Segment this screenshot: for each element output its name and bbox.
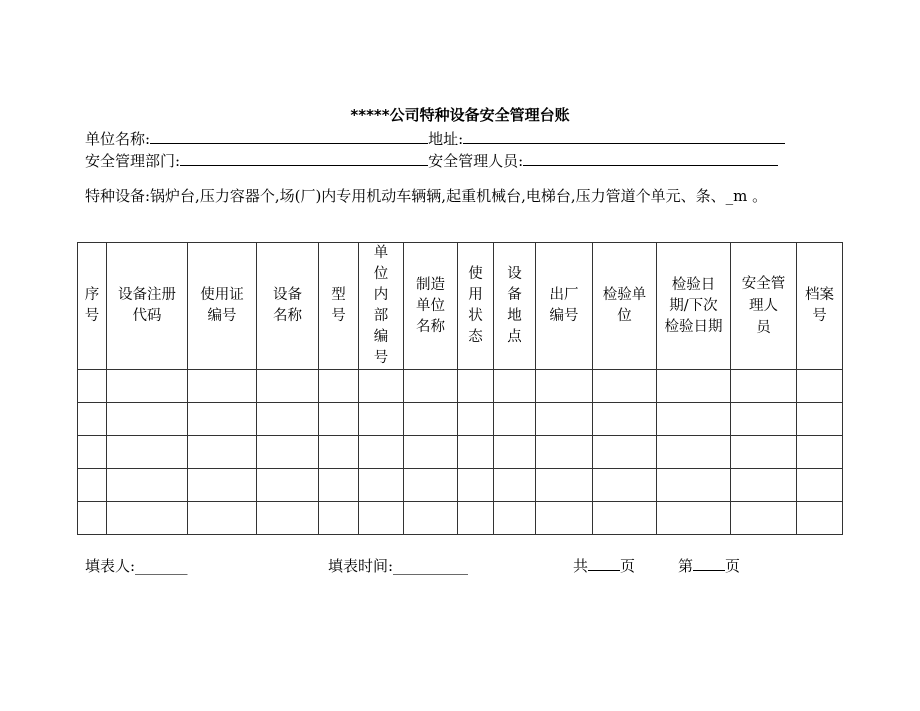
table-cell[interactable] [593,403,657,436]
address-label: 地址: [428,130,464,148]
equipment-summary: 特种设备:锅炉台,压力容器个,场(厂)内专用机动车辆辆,起重机械台,电梯台,压力管道个单元、条、_m 。 [85,187,768,205]
table-row [78,469,843,502]
table-cell[interactable] [404,370,458,403]
table-header-row [78,243,843,370]
table-row [78,502,843,535]
table-row [78,370,843,403]
table-cell[interactable] [188,469,257,502]
table-cell[interactable] [458,502,494,535]
table-cell[interactable] [731,502,797,535]
table-cell[interactable] [536,403,593,436]
col-header-model: 型号 [319,243,359,370]
table-cell[interactable] [458,469,494,502]
table-row [78,403,843,436]
page-number [678,555,740,576]
table-cell[interactable] [257,502,319,535]
table-cell[interactable] [257,370,319,403]
table-cell[interactable] [188,436,257,469]
table-cell[interactable] [536,502,593,535]
table-cell[interactable] [404,436,458,469]
col-header-internal-no: 单位内部编号 [359,243,404,370]
table-cell[interactable] [404,469,458,502]
table-cell[interactable] [536,370,593,403]
table-cell[interactable] [188,370,257,403]
table-cell[interactable] [797,469,843,502]
col-header-manufacturer: 制造单位名称 [404,243,458,370]
table-cell[interactable] [797,370,843,403]
table-cell[interactable] [404,403,458,436]
table-cell[interactable] [188,502,257,535]
table-cell[interactable] [657,436,731,469]
table-cell[interactable] [359,502,404,535]
total-pages-field[interactable] [588,556,620,571]
page-title: *****公司特种设备安全管理台账 [350,106,570,124]
table-cell[interactable] [404,502,458,535]
table-cell[interactable] [494,502,536,535]
col-header-safety-person: 安全管理人 员 [731,243,797,370]
table-cell[interactable] [797,403,843,436]
table-cell[interactable] [657,469,731,502]
col-header-cert-no: 使用证编号 [188,243,257,370]
table-cell[interactable] [78,469,107,502]
table-cell[interactable] [359,436,404,469]
dept-field[interactable] [180,152,428,166]
table-cell[interactable] [731,370,797,403]
table-cell[interactable] [359,469,404,502]
col-header-status: 使用状态 [458,243,494,370]
table-cell[interactable] [458,403,494,436]
col-header-serial: 序号 [78,243,107,370]
table-row [78,436,843,469]
table-cell[interactable] [107,502,188,535]
total-suffix: 页 [620,557,636,575]
table-cell[interactable] [797,502,843,535]
total-pages [573,555,635,576]
dept-personnel-line [85,150,778,171]
address-field[interactable] [463,130,785,144]
table-cell[interactable] [319,469,359,502]
table-cell[interactable] [188,403,257,436]
table-cell[interactable] [494,469,536,502]
table-cell[interactable] [593,436,657,469]
personnel-field[interactable] [523,152,778,166]
filler-field[interactable]: 填表人:_______ [85,557,188,575]
table-cell[interactable] [593,370,657,403]
table-cell[interactable] [494,436,536,469]
table-cell[interactable] [78,370,107,403]
table-cell[interactable] [257,436,319,469]
page-suffix: 页 [725,557,741,575]
table-cell[interactable] [593,469,657,502]
table-cell[interactable] [731,469,797,502]
page-number-field[interactable] [693,556,725,571]
table-cell[interactable] [319,403,359,436]
table-cell[interactable] [319,370,359,403]
table-cell[interactable] [536,436,593,469]
table-cell[interactable] [78,403,107,436]
table-cell[interactable] [797,436,843,469]
table-cell[interactable] [359,403,404,436]
unit-name-label: 单位名称: [85,130,151,148]
unit-name-field[interactable] [150,130,428,144]
table-cell[interactable] [536,469,593,502]
table-cell[interactable] [78,502,107,535]
table-cell[interactable] [731,403,797,436]
table-cell[interactable] [257,403,319,436]
table-cell[interactable] [731,436,797,469]
col-header-factory-no: 出厂编号 [536,243,593,370]
table-cell[interactable] [257,469,319,502]
col-header-archive-no: 档案号 [797,243,843,370]
table-cell[interactable] [458,370,494,403]
col-header-inspection-date: 检验日期/下次检验日期 [657,243,731,370]
table-cell[interactable] [657,502,731,535]
table-cell[interactable] [107,403,188,436]
table-cell[interactable] [494,370,536,403]
col-header-equip-name: 设备名称 [257,243,319,370]
table-cell[interactable] [107,469,188,502]
dept-label: 安全管理部门: [85,152,181,170]
personnel-label: 安全管理人员: [428,152,524,170]
fill-date-field[interactable]: 填表时间:__________ [328,557,469,575]
table-cell[interactable] [319,436,359,469]
unit-address-line [85,128,785,149]
ledger-table [77,242,843,535]
total-prefix: 共 [573,557,589,575]
table-cell[interactable] [107,436,188,469]
table-cell[interactable] [657,370,731,403]
page-prefix: 第 [678,557,694,575]
table-cell[interactable] [657,403,731,436]
table-cell[interactable] [107,370,188,403]
col-header-location: 设备地点 [494,243,536,370]
table-cell[interactable] [319,502,359,535]
col-header-reg-code: 设备注册代码 [107,243,188,370]
table-cell[interactable] [593,502,657,535]
table-cell[interactable] [494,403,536,436]
table-cell[interactable] [458,436,494,469]
col-header-inspection-unit: 检验单位 [593,243,657,370]
table-cell[interactable] [78,436,107,469]
table-cell[interactable] [359,370,404,403]
